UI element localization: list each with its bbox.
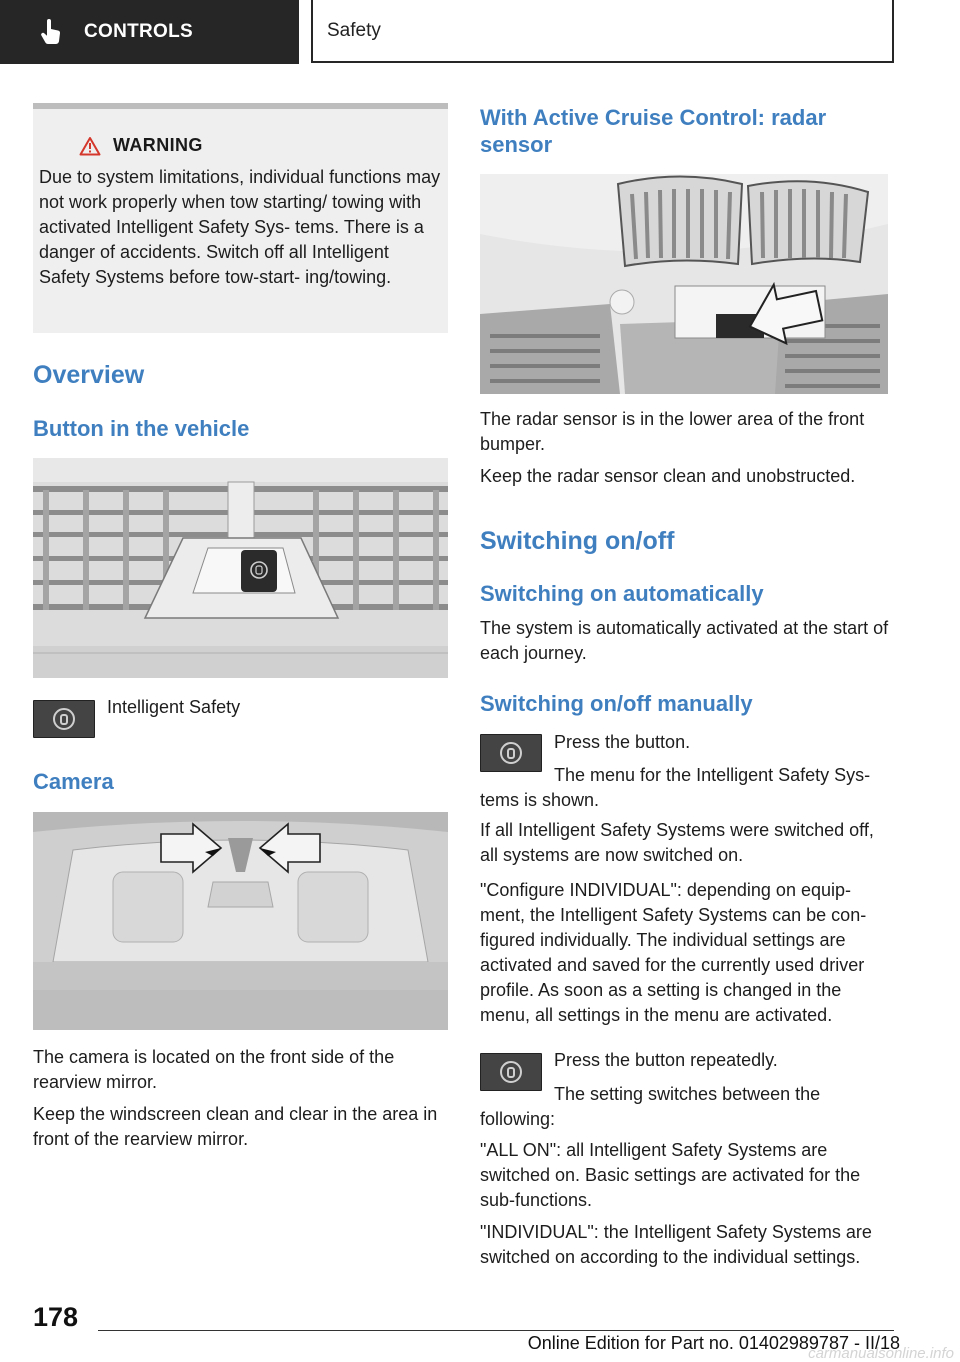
chapter-title: Safety [327,19,381,41]
overview-heading: Overview [33,361,145,389]
camera-paragraph-1: The camera is located on the front side of the rearview mirror. [33,1047,395,1092]
warning-triangle-icon [79,136,101,156]
repeat-press-text: Press the button repeatedly. [554,1050,778,1070]
button-label: Intelligent Safety [107,697,241,717]
section-label: CONTROLS [84,21,194,42]
button-in-vehicle-illustration [33,458,448,678]
repeat-switch-text-cont: following: [480,1109,556,1129]
intelligent-safety-button-icon [480,1053,542,1091]
warning-box [33,103,448,333]
manual-heading: Switching on/off manually [480,691,753,716]
watermark: carmanualsonline.info [808,1345,954,1362]
auto-paragraph: The system is automatically activated at the start of each journey. [480,618,889,663]
page-number: 178 [33,1302,79,1332]
radar-heading: With Active Cruise Control: radar sensor [480,105,827,157]
repeat-switch-text: The setting switches between the [554,1084,821,1104]
warning-text: Due to system limitations, individual functions may not work properly when tow starting/ towing with activated Intelligent Safety Sys- tems. There is a danger of accidents. Switch off all Intelligent Safety Systems before tow‑start- ing/towing. [39,167,441,287]
manual-paragraph-2: If all Intelligent Safety Systems were switched off, all systems are now switched on. [480,820,874,865]
manual-menu-text: The menu for the Intelligent Safety Sys- [554,765,871,785]
manual-menu-text-cont: tems is shown. [480,790,600,810]
section-tab [0,0,299,64]
manual-paragraph-3: "Configure INDIVIDUAL": depending on equip- ment, the Intelligent Safety Systems can be con- figured individually. The individual settings are activated and saved for the currently used driver profile. As soon as a setting is changed in the menu, all settings in the menu are activated. [480,880,867,1025]
camera-heading: Camera [33,769,114,794]
all-on-paragraph: "ALL ON": all Intelligent Safety Systems are switched on. Basic settings are activated for the sub-functions. [480,1140,861,1210]
individual-paragraph: "INDIVIDUAL": the Intelligent Safety Systems are switched on according to the individual settings. [480,1222,872,1267]
radar-paragraph-1: The radar sensor is in the lower area of the front bumper. [480,409,865,454]
button-heading: Button in the vehicle [33,416,250,441]
manual-press-text: Press the button. [554,732,691,752]
edition-text: Online Edition for Part no. 01402989787 - II/18 [527,1333,900,1353]
camera-paragraph-2: Keep the windscreen clean and clear in the area in front of the rearview mirror. [33,1104,438,1149]
radar-sensor-illustration [480,174,888,394]
auto-heading: Switching on automatically [480,581,764,606]
warning-title: WARNING [113,135,203,155]
footer-divider [98,1330,894,1331]
intelligent-safety-button-icon [480,734,542,772]
radar-paragraph-2: Keep the radar sensor clean and unobstructed. [480,466,856,486]
chapter-title-box [311,0,894,63]
camera-illustration [33,812,448,1030]
intelligent-safety-button-icon [33,700,95,738]
hand-pointer-icon [40,19,62,45]
switching-heading: Switching on/off [480,527,675,555]
